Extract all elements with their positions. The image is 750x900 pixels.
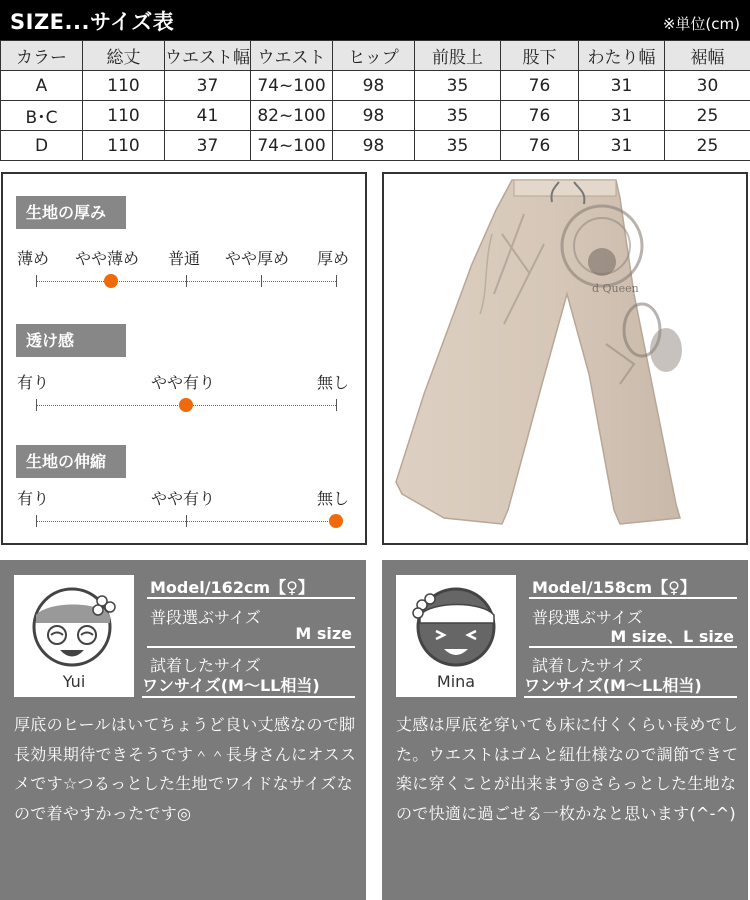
table-row [1, 71, 750, 101]
avatar-name: Mina [436, 672, 476, 691]
stretch-label: 生地の伸縮 [16, 445, 126, 478]
scale-tick [261, 275, 262, 287]
scale-tick [186, 515, 187, 527]
divider [524, 696, 737, 698]
column-header: カラー [1, 41, 83, 71]
stretch-scale-label: やや有り [151, 489, 216, 508]
usual-size-value: M size [295, 624, 352, 643]
table-cell: 110 [83, 71, 165, 101]
table-row [1, 131, 750, 161]
table-cell: 110 [83, 131, 165, 161]
size-table-header-row [1, 41, 750, 71]
avatar-name: Yui [62, 672, 86, 691]
scale-tick [186, 275, 187, 287]
size-header-bar [0, 0, 750, 40]
product-photo [382, 172, 748, 545]
table-cell: 31 [579, 101, 665, 131]
table-cell: 41 [165, 101, 251, 131]
table-cell: 25 [665, 131, 750, 161]
table-cell: 35 [415, 71, 501, 101]
scale-tick [36, 515, 37, 527]
wide-pants-illustration [384, 174, 746, 543]
table-cell: 30 [665, 71, 750, 101]
transparency-scale-label: やや有り [151, 373, 216, 392]
table-cell: 74~100 [251, 131, 333, 161]
transparency-scale-label: 無し [317, 373, 350, 392]
scale-tick [36, 275, 37, 287]
tried-size-label: 試着したサイズ [150, 656, 261, 675]
usual-size-value: M size、L size [610, 627, 734, 646]
table-cell: 74~100 [251, 71, 333, 101]
thickness-level-marker [104, 274, 118, 288]
scale-tick [336, 399, 337, 411]
divider [147, 646, 355, 648]
model-card-mina [382, 560, 748, 900]
transparency-label: 透け感 [16, 324, 126, 357]
table-cell: 76 [501, 131, 579, 161]
transparency-level-marker [179, 398, 193, 412]
table-cell: B･C [1, 101, 83, 131]
stretch-level-marker [329, 514, 343, 528]
column-header: わたり幅 [579, 41, 665, 71]
size-table [0, 40, 750, 161]
usual-size-label: 普段選ぶサイズ [150, 608, 261, 627]
table-cell: 25 [665, 101, 750, 131]
tried-size-label: 試着したサイズ [532, 656, 643, 675]
column-header: 前股上 [415, 41, 501, 71]
pants-print-text: d Queen [592, 282, 639, 295]
table-cell: 76 [501, 101, 579, 131]
table-cell: 76 [501, 71, 579, 101]
yui-avatar-icon [14, 575, 134, 675]
mina-avatar-icon [396, 575, 516, 675]
thickness-scale-label: やや厚め [225, 249, 290, 268]
usual-size-label: 普段選ぶサイズ [532, 608, 643, 627]
thickness-scale-label: 厚め [317, 249, 350, 268]
table-row [1, 101, 750, 131]
thickness-scale-label: 普通 [168, 249, 201, 268]
model-height: Model/158cm【♀】 [532, 578, 696, 597]
model-height: Model/162cm【♀】 [150, 578, 314, 597]
table-cell: D [1, 131, 83, 161]
column-header: 股下 [501, 41, 579, 71]
thickness-scale-label: やや薄め [75, 249, 140, 268]
column-header: 裾幅 [665, 41, 750, 71]
table-cell: 98 [333, 101, 415, 131]
tried-size-value: ワンサイズ(M〜LL相当) [524, 676, 702, 695]
scale-tick [336, 275, 337, 287]
table-cell: 35 [415, 131, 501, 161]
table-cell: 31 [579, 71, 665, 101]
fabric-info-panel [1, 172, 367, 545]
avatar [396, 575, 516, 697]
model-card-yui [0, 560, 366, 900]
unit-note: ※単位(cm) [662, 15, 740, 33]
stretch-scale-label: 無し [317, 489, 350, 508]
divider [529, 646, 737, 648]
tried-size-value: ワンサイズ(M〜LL相当) [142, 676, 320, 695]
model-comment: 厚底のヒールはいてちょうど良い丈感なので脚長効果期待できそうです＾＾長身さんにオススメです☆つるっとした生地でワイドなサイズなので着やすかったです◎ [14, 715, 357, 823]
table-cell: 82~100 [251, 101, 333, 131]
table-cell: 31 [579, 131, 665, 161]
column-header: 総丈 [83, 41, 165, 71]
column-header: ヒップ [333, 41, 415, 71]
table-cell: 98 [333, 131, 415, 161]
thickness-scale-label: 薄め [17, 249, 50, 268]
table-cell: 37 [165, 131, 251, 161]
table-cell: 98 [333, 71, 415, 101]
table-cell: 35 [415, 101, 501, 131]
stretch-scale-label: 有り [17, 489, 50, 508]
column-header: ウエスト [251, 41, 333, 71]
avatar [14, 575, 134, 697]
transparency-scale-label: 有り [17, 373, 50, 392]
table-cell: 110 [83, 101, 165, 131]
table-cell: 37 [165, 71, 251, 101]
divider [142, 696, 355, 698]
divider [147, 597, 355, 599]
table-cell: A [1, 71, 83, 101]
size-title: SIZE...サイズ表 [10, 10, 175, 34]
model-comment: 丈感は厚底を穿いても床に付くくらい長めでした。ウエストはゴムと紐仕様なので調節できて楽に穿くことが出来ます◎さらっとした生地なので快適に過ごせる一枚かなと思います(^-^) [396, 715, 739, 823]
column-header: ウエスト幅 [165, 41, 251, 71]
thickness-label: 生地の厚み [16, 196, 126, 229]
scale-tick [36, 399, 37, 411]
divider [529, 597, 737, 599]
